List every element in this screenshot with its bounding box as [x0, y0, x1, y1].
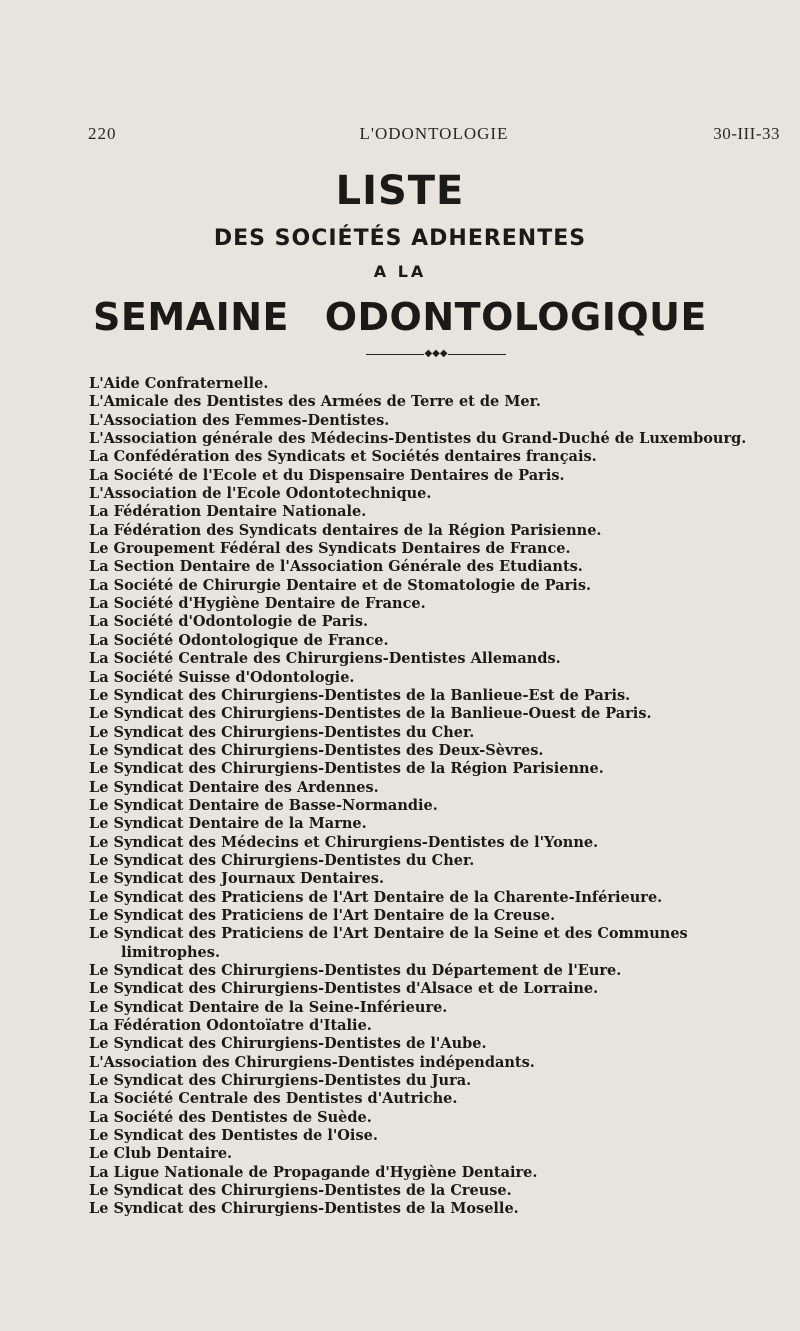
society-item: Le Syndicat des Praticiens de l'Art Dentaire de la Seine et des Communes limitrophes.	[89, 925, 688, 961]
society-item: La Fédération Dentaire Nationale.	[89, 503, 367, 521]
society-item: La Société d'Odontologie de Paris.	[89, 613, 369, 631]
page-number: 220	[88, 124, 117, 143]
ornament-divider: ◆◆◆	[366, 348, 506, 360]
society-item: La Société Centrale des Chirurgiens-Dentistes Allemands.	[89, 650, 561, 668]
society-item: Le Syndicat des Chirurgiens-Dentistes de l'Aube.	[89, 1035, 487, 1053]
society-item: La Société d'Hygiène Dentaire de France.	[89, 595, 426, 613]
society-item: La Section Dentaire de l'Association Générale des Etudiants.	[89, 558, 583, 576]
society-item: La Société Odontologique de France.	[89, 631, 389, 649]
society-item: Le Syndicat Dentaire des Ardennes.	[89, 778, 379, 796]
society-item: L'Association des Femmes-Dentistes.	[89, 411, 390, 429]
society-item: Le Syndicat des Dentistes de l'Oise.	[89, 1127, 378, 1145]
society-item: Le Syndicat des Chirurgiens-Dentistes du Cher.	[89, 723, 475, 741]
society-item: La Société des Dentistes de Suède.	[89, 1108, 372, 1126]
journal-title: L'ODONTOLOGIE	[359, 124, 509, 143]
society-item: Le Syndicat des Praticiens de l'Art Dentaire de la Creuse.	[89, 906, 556, 924]
society-item: Le Syndicat des Chirurgiens-Dentistes de la Région Parisienne.	[89, 760, 604, 778]
society-item: Le Syndicat Dentaire de la Marne.	[89, 815, 367, 833]
society-item: La Société Suisse d'Odontologie.	[89, 668, 355, 686]
society-item: Le Syndicat des Chirurgiens-Dentistes de la Moselle.	[89, 1200, 519, 1218]
page-subtitle: DES SOCIÉTÉS ADHERENTES	[213, 226, 587, 251]
society-item: Le Syndicat Dentaire de Basse-Normandie.	[89, 796, 438, 814]
society-item: Le Syndicat des Chirurgiens-Dentistes du Cher.	[89, 851, 475, 869]
running-header	[88, 124, 780, 146]
society-item: Le Syndicat des Praticiens de l'Art Dentaire de la Charente-Inférieure.	[89, 888, 663, 906]
event-title: SEMAINE ODONTOLOGIQUE	[93, 295, 707, 339]
society-item: Le Syndicat des Chirurgiens-Dentistes de la Banlieue-Ouest de Paris.	[89, 705, 652, 723]
society-item: La Société de Chirurgie Dentaire et de Stomatologie de Paris.	[89, 576, 592, 594]
society-item: La Ligue Nationale de Propagande d'Hygiène Dentaire.	[89, 1163, 538, 1181]
society-item: La Fédération Odontoïatre d'Italie.	[89, 1017, 372, 1035]
issue-date: 30-III-33	[713, 124, 780, 143]
society-item: L'Association générale des Médecins-Dentistes du Grand-Duché de Luxembourg.	[89, 430, 747, 448]
page-subtitle-connector: A LA	[373, 262, 427, 281]
society-item: Le Groupement Fédéral des Syndicats Dentaires de France.	[89, 540, 571, 558]
society-item: Le Syndicat Dentaire de la Seine-Inférieure.	[89, 998, 448, 1016]
society-item: L'Association de l'Ecole Odontotechnique.	[89, 485, 432, 503]
society-item: Le Syndicat des Médecins et Chirurgiens-Dentistes de l'Yonne.	[89, 833, 599, 851]
society-item: Le Syndicat des Chirurgiens-Dentistes des Deux-Sèvres.	[89, 741, 544, 759]
society-item: La Société de l'Ecole et du Dispensaire Dentaires de Paris.	[89, 466, 565, 484]
society-item: Le Syndicat des Chirurgiens-Dentistes d'Alsace et de Lorraine.	[89, 980, 599, 998]
society-item: Le Syndicat des Chirurgiens-Dentistes du Jura.	[89, 1072, 472, 1090]
society-item: Le Club Dentaire.	[89, 1145, 233, 1163]
society-item: Le Syndicat des Chirurgiens-Dentistes de la Banlieue-Est de Paris.	[89, 686, 631, 704]
society-item: Le Syndicat des Journaux Dentaires.	[89, 870, 385, 888]
society-list	[89, 375, 784, 1219]
society-item: Le Syndicat des Chirurgiens-Dentistes du Département de l'Eure.	[89, 962, 622, 979]
society-item: L'Association des Chirurgiens-Dentistes indépendants.	[89, 1053, 535, 1071]
society-item: L'Amicale des Dentistes des Armées de Terre et de Mer.	[89, 393, 541, 411]
page-title: LISTE	[335, 168, 465, 214]
society-item: Le Syndicat des Chirurgiens-Dentistes de la Creuse.	[89, 1182, 512, 1200]
society-item: L'Aide Confraternelle.	[89, 375, 269, 392]
society-item: La Fédération des Syndicats dentaires de la Région Parisienne.	[89, 521, 602, 539]
society-item: La Société Centrale des Dentistes d'Autriche.	[89, 1090, 458, 1108]
society-item: La Confédération des Syndicats et Sociétés dentaires français.	[89, 448, 597, 466]
